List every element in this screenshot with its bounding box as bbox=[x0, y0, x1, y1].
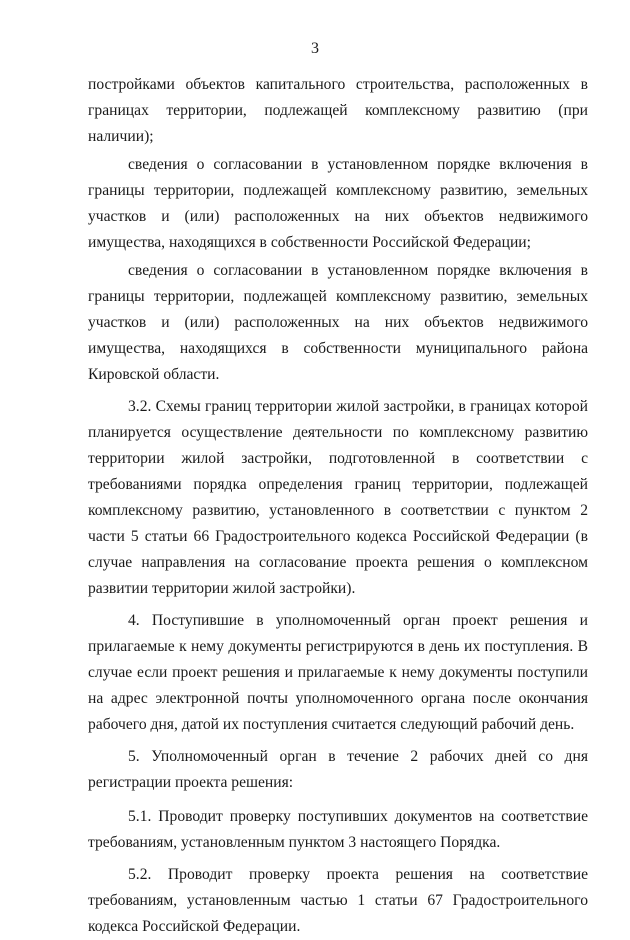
document-body bbox=[88, 72, 588, 940]
paragraph-4: 4. Поступившие в уполномоченный орган проект решения и прилагаемые к нему документы регистрируются в день их поступления. В случае если проект решения и прилагаемые к нему документы поступили на адрес электронной почты уполномоченного органа после окончания рабочего дня, датой их поступления считается следующий рабочий день. bbox=[88, 612, 588, 733]
page-number: 3 bbox=[311, 40, 319, 57]
paragraph-5-1: 5.1. Проводит проверку поступивших документов на соответствие требованиям, установленным пунктом 3 настоящего Порядка. bbox=[88, 808, 588, 851]
paragraph-continuation: постройками объектов капитального строительства, расположенных в границах территории, подлежащей комплексному развитию (при наличии); bbox=[88, 76, 588, 145]
paragraph-3-2: 3.2. Схемы границ территории жилой застройки, в границах которой планируется осуществление деятельности по комплексному развитию территории жилой застройки, подготовленной в соответствии с требованиями порядка определения границ территории, подлежащей комплексному развитию, установленного в соответствии с пунктом 2 части 5 статьи 66 Градостроительного кодекса Российской Федерации (в случае направления на согласование проекта решения о комплексном развитии территории жилой застройки). bbox=[88, 398, 588, 597]
paragraph-5-2: 5.2. Проводит проверку проекта решения на соответствие требованиям, установленным частью 1 статьи 67 Градостроительного кодекса Российской Федерации. bbox=[88, 866, 588, 935]
paragraph-federal-property: сведения о согласовании в установленном порядке включения в границы территории, подлежащей комплексному развитию, земельных участков и (или) расположенных на них объектов недвижимого имущества, находящихся в собственности Российской Федерации; bbox=[88, 156, 588, 251]
paragraph-5: 5. Уполномоченный орган в течение 2 рабочих дней со дня регистрации проекта решения: bbox=[88, 748, 588, 791]
paragraph-municipal-property: сведения о согласовании в установленном порядке включения в границы территории, подлежащей комплексному развитию, земельных участков и (или) расположенных на них объектов недвижимого имущества, находящихся в собственности муниципального района Кировской области. bbox=[88, 262, 588, 383]
